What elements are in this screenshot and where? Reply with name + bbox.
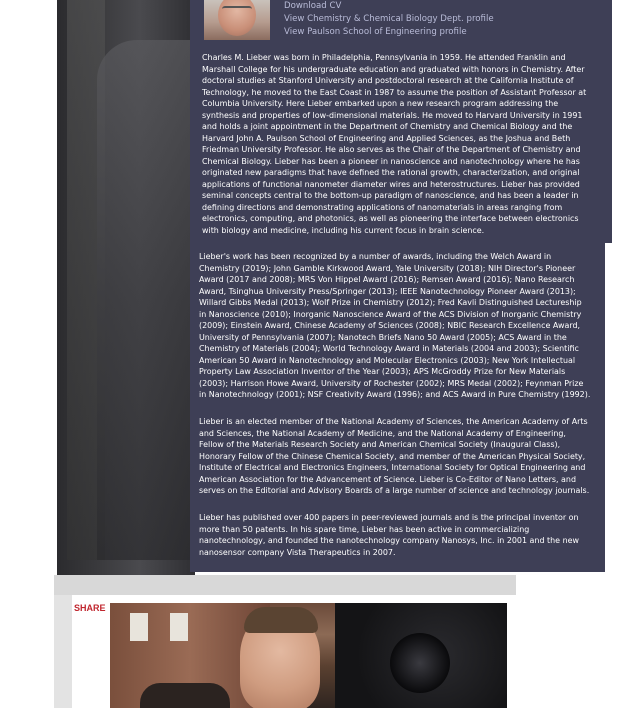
section-divider [54,575,516,595]
press-photo [110,603,507,708]
bio-paragraph-intro: Charles M. Lieber was born in Philadelphia, Pennsylvania in 1959. He attended Franklin and Marshall College for his undergraduate education and graduated with honors in Chemistry. After doctoral studies at Stanford University and postdoctoral research at the California Institute of Technology, he moved to the East Coast in 1987 to assume the position of Assistant Professor at Columbia University. Here Lieber embarked upon a new research program addressing the synthesis and properties of low-dimensional materials. He moved to Harvard University in 1991 and holds a joint appointment in the Department of Chemistry and Chemical Biology and the Harvard John A. Paulson School of Engineering and Applied Sciences, as the Joshua and Beth Friedman University Professor. He also serves as the Chair of the Department of Chemistry and Chemical Biology. Lieber has been a pioneer in nanoscience and nanotechnology where he has originated new paradigms that have defined the rational growth, characterization, and original applications of functional nanometer diameter wires and heterostructures. Lieber has provided seminal concepts central to the bottom-up paradigm of nanoscience, and has been a leader in defining directions and demonstrating applications of nanomaterials in areas ranging from electronics, computing, and photonics, as well as pioneering the interface between electronics with biology and medicine, including his current focus in brain science. [202,53,587,235]
background-figure [97,40,195,560]
bio-paragraph-awards: Lieber's work has been recognized by a number of awards, including the Welch Award in Chemistry (2019); John Gamble Kirkwood Award, Yale University (2018); NIH Director's Pioneer Award (2017 and 2008); MRS Von Hippel Award (2016); Remsen Award (2016); Nano Research Award, Tsinghua University Press/Springer (2013); IEEE Nanotechnology Pioneer Award (2013); Willard Gibbs Medal (2013); Wolf Prize in Chemistry (2012); Fred Kavli Distinguished Lectureship in Nanoscience (2010); Inorganic Nanoscience Award of the ACS Division of Inorganic Chemistry (2009); Einstein Award, Chinese Academy of Sciences (2008); NBIC Research Excellence Award, University of Pennsylvania (2007); Nanotech Briefs Nano 50 Award (2005); ACS Award in the Chemistry of Materials (2004); World Technology Award in Materials (2004 and 2003); Scientific American 50 Award in Nanotechnology and Molecular Electronics (2003); New York Intellectual Property Law Association Inventor of the Year (2003); APS McGroddy Prize for New Materials (2003); Harrison Howe Award, University of Rochester (2002); MRS Medal (2002); Feynman Prize in Nanotechnology (2001); NSF Creativity Award (1996); and ACS Award in Pure Chemistry (1992). [199,252,591,399]
engineering-profile-link[interactable]: View Paulson School of Engineering profile [284,27,467,37]
profile-links [284,0,494,39]
chemistry-profile-link[interactable]: View Chemistry & Chemical Biology Dept. profile [284,14,494,24]
background-photo [57,0,195,575]
profile-photo [204,0,270,40]
press-photo-crowd [140,683,230,708]
press-photo-window [170,613,188,641]
bio-paragraph-publications: Lieber has published over 400 papers in peer-reviewed journals and is the principal inventor on more than 50 patents. In his spare time, Lieber has been active in commercializing nanotechnology, and founded the nanotechnology company Nanosys, Inc. in 2001 and the new nanosensor company Vista Therapeutics in 2007. [199,513,579,557]
press-photo-hair [244,607,318,633]
section-side-strip [54,595,72,708]
bio-paragraph-memberships: Lieber is an elected member of the National Academy of Sciences, the American Academy of Arts and Sciences, the National Academy of Medicine, and the National Academy of Engineering, Fellow of the Materials Research Society and American Chemical Society (Inaugural Class), Honorary Fellow of the Chinese Chemical Society, and member of the American Physical Society, Institute of Electrical and Electronics Engineers, International Society for Optical Engineering and American Association for the Advancement of Science. Lieber is Co-Editor of Nano Letters, and serves on the Editorial and Advisory Boards of a large number of science and technology journals. [199,417,590,495]
share-button[interactable]: SHARE [74,603,106,613]
press-photo-window [130,613,148,641]
camera-lens-icon [390,633,450,693]
profile-glasses [222,6,252,14]
download-cv-link[interactable]: Download CV [284,1,342,11]
